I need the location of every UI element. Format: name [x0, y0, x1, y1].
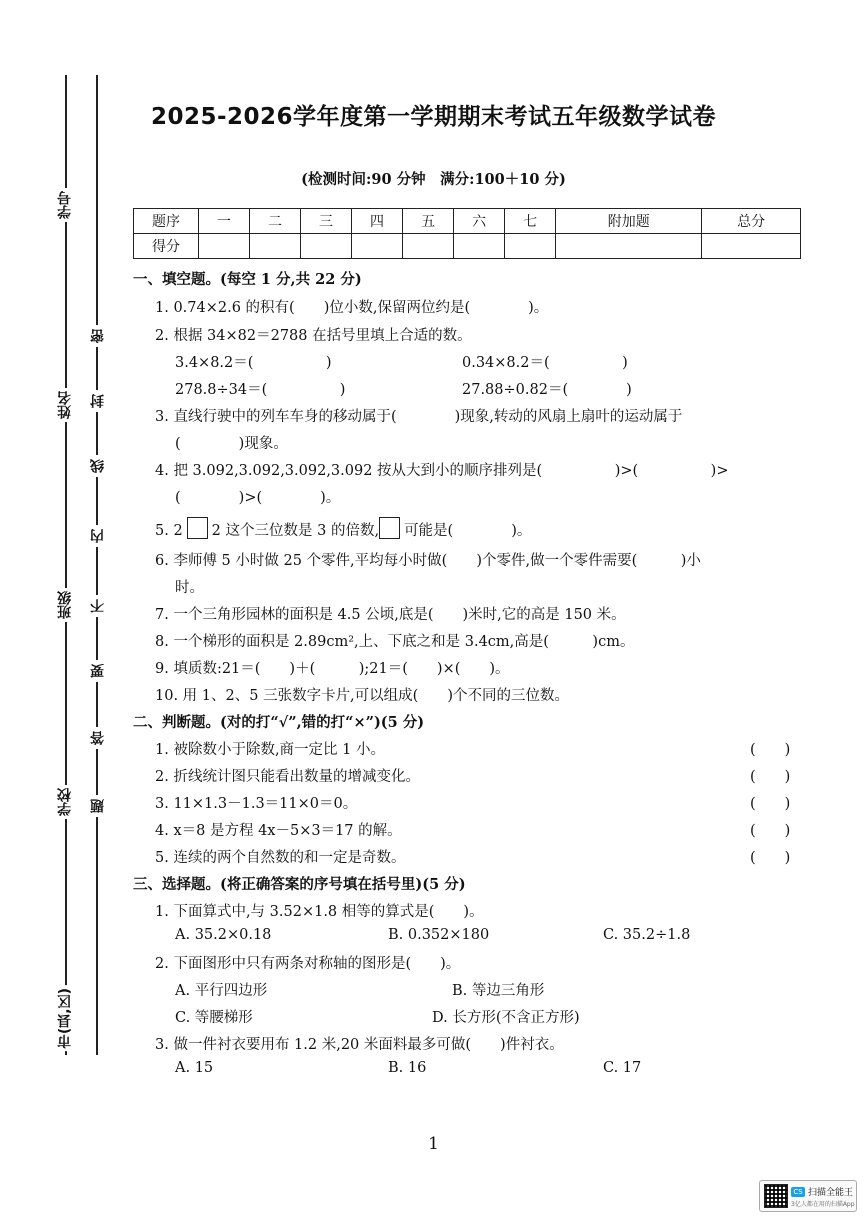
score-header-cell: 七 [505, 209, 556, 234]
cs-logo-icon: CS [791, 1187, 805, 1197]
student-id-label: 学号 [55, 188, 75, 222]
score-cell[interactable] [199, 234, 250, 259]
q5-text-c: 可能是( )。 [404, 523, 532, 539]
q4-text-d: 92 按从大到小的顺序排列是( )>( )> [354, 463, 729, 479]
section1-heading: 一、填空题。(每空 1 分,共 22 分) [133, 271, 362, 288]
class-label: 班级 [55, 588, 75, 622]
scanner-badge [759, 1180, 857, 1212]
section2-heading: 二、判断题。(对的打“√”,错的打“×”)(5 分) [133, 714, 425, 731]
choice-question-2: 2. 下面图形中只有两条对称轴的图形是( )。 [155, 956, 461, 972]
question-1-3: 3. 直线行驶中的列车车身的移动属于( )现象,转动的风扇上扇叶的运动属于 [155, 409, 683, 425]
page-number: 1 [428, 1134, 439, 1154]
score-header-cell: 四 [352, 209, 403, 234]
q4-text-a: 4. 把 3.09 [155, 463, 225, 479]
score-cell[interactable] [556, 234, 702, 259]
question-1-5 [155, 517, 531, 540]
score-cell[interactable] [250, 234, 301, 259]
score-header-cell: 三 [301, 209, 352, 234]
judge-item-4: 4. x＝8 是方程 4x－5×3＝17 的解。 [155, 823, 402, 839]
q5-text-b: 2 这个三位数是 3 的倍数, [211, 523, 380, 539]
city-label: 市(县,区) [55, 985, 75, 1051]
question-1-7: 7. 一个三角形园林的面积是 4.5 公顷,底是( )米时,它的高是 150 米。 [155, 607, 626, 623]
question-1-6-cont: 时。 [175, 580, 204, 596]
question-1-4 [155, 459, 729, 480]
choice-option: B. 16 [388, 1060, 427, 1076]
judge-item-3: 3. 11×1.3－1.3＝11×0＝0。 [155, 796, 358, 812]
choice-option: B. 等边三角形 [452, 983, 545, 999]
question-1-2: 2. 根据 34×82＝2788 在括号里填上合适的数。 [155, 328, 472, 344]
seal-char-bu: 不 [88, 595, 108, 617]
choice-question-3: 3. 做一件衬衣要用布 1.2 米,20 米面料最多可做( )件衬衣。 [155, 1037, 564, 1053]
seal-char-xian: 线 [88, 455, 108, 477]
answer-paren[interactable]: ( ) [750, 796, 791, 812]
blank-box[interactable] [187, 517, 208, 539]
score-cell[interactable] [301, 234, 352, 259]
question-1-2a: 3.4×8.2＝( ) [175, 355, 332, 371]
seal-char-da: 答 [88, 727, 108, 749]
score-header-cell: 一 [199, 209, 250, 234]
question-1-2d: 27.88÷0.82＝( ) [462, 382, 632, 398]
name-label: 姓名 [55, 388, 75, 422]
score-header-cell: 五 [403, 209, 454, 234]
school-label: 学校 [55, 785, 75, 819]
question-1-1: 1. 0.74×2.6 的积有( )位小数,保留两位约是( )。 [155, 300, 549, 316]
choice-option: A. 平行四边形 [175, 983, 268, 999]
score-row-label: 得分 [134, 234, 199, 259]
choice-option: D. 长方形(不含正方形) [432, 1010, 580, 1026]
scanner-subtitle: 3亿人都在用的扫描App [791, 1201, 855, 1208]
seal-char-yao: 要 [88, 660, 108, 682]
question-1-3-cont: ( )现象。 [175, 436, 288, 452]
choice-option: B. 0.352×180 [388, 927, 490, 943]
score-header-cell: 二 [250, 209, 301, 234]
binding-line-outer [65, 75, 67, 1055]
score-table [133, 208, 801, 259]
seal-char-ti: 题 [88, 795, 108, 817]
exam-subtitle: (检测时间:90 分钟 满分:100＋10 分) [301, 171, 566, 188]
score-header-cell: 六 [454, 209, 505, 234]
question-1-4-cont: ( )>( )。 [175, 490, 341, 506]
section3-heading: 三、选择题。(将正确答案的序号填在括号里)(5 分) [133, 876, 466, 893]
judge-item-2: 2. 折线统计图只能看出数量的增减变化。 [155, 769, 420, 785]
score-cell[interactable] [505, 234, 556, 259]
q4-text-b: 2,3.092,3.09 [224, 463, 318, 479]
score-header-cell: 总分 [702, 209, 801, 234]
choice-option: A. 35.2×0.18 [175, 927, 272, 943]
question-1-2b: 0.34×8.2＝( ) [462, 355, 628, 371]
answer-paren[interactable]: ( ) [750, 742, 791, 758]
score-cell[interactable] [403, 234, 454, 259]
score-table-header-row [134, 209, 801, 234]
question-1-2c: 278.8÷34＝( ) [175, 382, 346, 398]
question-1-6: 6. 李师傅 5 小时做 25 个零件,平均每小时做( )个零件,做一个零件需要( )小 [155, 553, 701, 569]
choice-option: C. 17 [603, 1060, 642, 1076]
blank-box[interactable] [379, 517, 400, 539]
scanner-name: 扫描全能王 [808, 1188, 854, 1198]
question-1-10: 10. 用 1、2、5 三张数字卡片,可以组成( )个不同的三位数。 [155, 688, 569, 704]
score-cell[interactable] [352, 234, 403, 259]
answer-paren[interactable]: ( ) [750, 823, 791, 839]
question-1-8: 8. 一个梯形的面积是 2.89cm²,上、下底之和是 3.4cm,高是( )cm。 [155, 634, 635, 650]
score-header-cell: 附加题 [556, 209, 702, 234]
score-header-cell: 题序 [134, 209, 199, 234]
question-1-9: 9. 填质数:21＝( )＋( );21＝( )×( )。 [155, 661, 510, 677]
judge-item-1: 1. 被除数小于除数,商一定比 1 小。 [155, 742, 385, 758]
score-table-score-row [134, 234, 801, 259]
choice-question-1: 1. 下面算式中,与 3.52×1.8 相等的算式是( )。 [155, 904, 484, 920]
answer-paren[interactable]: ( ) [750, 850, 791, 866]
choice-option: C. 35.2÷1.8 [603, 927, 691, 943]
exam-title: 2025-2026学年度第一学期期末考试五年级数学试卷 [150, 104, 717, 130]
answer-paren[interactable]: ( ) [750, 769, 791, 785]
binding-line-inner [96, 75, 98, 1055]
judge-item-5: 5. 连续的两个自然数的和一定是奇数。 [155, 850, 406, 866]
seal-char-feng: 封 [88, 390, 108, 412]
q5-text-a: 5. 2 [155, 523, 183, 539]
choice-option: C. 等腰梯形 [175, 1010, 253, 1026]
q4-text-c: 2,3.0 [317, 463, 354, 479]
choice-option: A. 15 [175, 1060, 214, 1076]
qr-code-icon [764, 1184, 788, 1208]
seal-char-nei: 内 [88, 525, 108, 547]
score-cell[interactable] [454, 234, 505, 259]
score-cell[interactable] [702, 234, 801, 259]
seal-char-mi: 密 [88, 325, 108, 347]
